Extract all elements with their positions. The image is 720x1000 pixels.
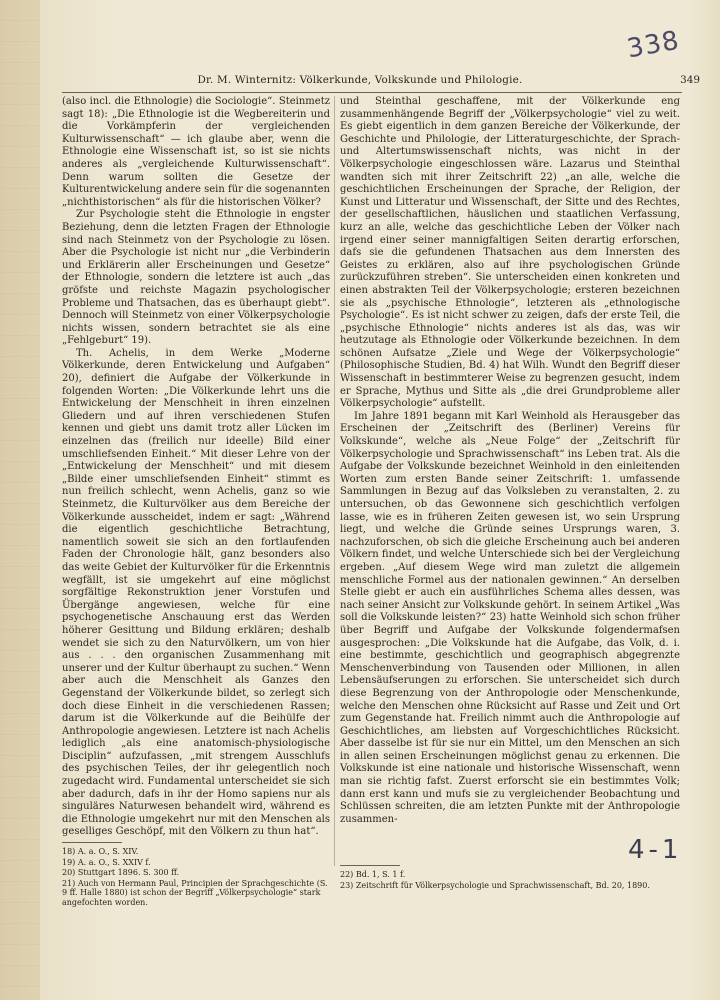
paragraph: Im Jahre 1891 begann mit Karl Weinhold als Herausgeber das Erscheinen der „Zeitschrift des (Berliner) Vereins für Volkskunde“, welche als „Neue Folge“ der „Zeitschrift für Völkerpsychologie und Sprachwissenschaft“ ins Leben trat. Als die Aufgabe der Volkskunde bezeichnet Weinhold in den einleitenden Worten zum ersten Bande seiner Zeitschrift: 1. umfassende Sammlungen in Bezug auf das Volksleben zu veranstalten, 2. zu untersuchen, ob das Gewonnene sich geschichtlich verfolgen lasse, wie es in früheren Zeiten gewesen ist, wo sein Ursprung liegt, und welche die Gründe seines Ursprungs waren, 3. nachzuforschen, ob sich die gleiche Erscheinung auch bei anderen Völkern findet, und welche Unterschiede sich bei der Vergleichung ergeben. „Auf diesem Wege wird man zuletzt die allgemein menschliche Formel aus der nationalen gewinnen.“ An derselben Stelle giebt er auch ein ausführliches Schema alles dessen, was nach seiner Ansicht zur Volkskunde gehört. In seinem Artikel „Was soll die Volkskunde leisten?“ 23) hatte Weinhold sich schon früher über Begriff und Aufgabe der Volkskunde folgendermafsen ausgesprochen: „Die Volkskunde hat die Aufgabe, das Volk, d. i. eine bestimmte, geschichtlich und geographisch abgegrenzte Menschenverbindung von Tausenden oder Millionen, in allen Lebensäufserungen zu erforschen. Sie unterscheidet sich durch diese Begrenzung von der Anthropologie oder Menschenkunde, welche den Menschen ohne Rücksicht auf Rasse und Zeit und Ort zum Gegenstande hat. Freilich nimmt auch die Anthropologie auf Geschichtliches, am liebsten auf Vorgeschichtliches Rücksicht. Aber dasselbe ist für sie nur ein Mittel, um den Menschen an sich in allen seinen Erscheinungen möglichst genau zu erkennen. Die Volkskunde ist eine nationale und historische Wissenschaft, wenn man sie richtig fafst. Zuerst erforscht sie ein bestimmtes Volk; dann erst kann und mufs sie zu vergleichender Beobachtung und Schlüssen schreiten, die am letzten Punkte mit der Anthropologie zusammen- <box>340 410 680 825</box>
footnote: 23) Zeitschrift für Völkerpsychologie und Sprachwissenschaft, Bd. 20, 1890. <box>340 880 650 890</box>
paragraph: Zur Psychologie steht die Ethnologie in engster Beziehung, denn die letzten Fragen der Ethnologie sind nach Steinmetz von der Psychologie zu lösen. Aber die Psychologie ist nicht nur „die Verbinderin und Erklärerin aller Erscheinungen und Gesetze“ der Ethnologie, sondern die letztere ist auch „das gröfste und reichste Magazin psychologischer Probleme und Thatsachen, das es überhaupt giebt“. Dennoch will Steinmetz von einer Völkerpsychologie nichts wissen, sondern betrachtet sie als eine „Fehlgeburt“ 19). <box>62 209 330 347</box>
right-column <box>340 96 680 856</box>
footnote-rule <box>340 865 400 866</box>
header-rule <box>62 92 682 93</box>
footnote: 19) A. a. O., S. XXIV f. <box>62 857 151 867</box>
running-title: Dr. M. Winternitz: Völkerkunde, Volkskunde und Philologie. <box>197 74 523 86</box>
footnote: 18) A. a. O., S. XIV. <box>62 847 139 856</box>
handwritten-page-number: 338 <box>625 25 683 65</box>
paragraph: (also incl. die Ethnologie) die Sociologie“. Steinmetz sagt 18): „Die Ethnologie ist die Wegbereiterin und die Vorkämpferin der vergleichenden Kulturwissenschaft“ — ich glaube aber, wenn die Ethnologie eine Wissenschaft ist, so ist sie nichts anderes als „vergleichende Kulturwissenschaft“. Denn warum sollten die Gesetze der Kulturentwickelung andere sein für die sogenannten „nichthistorischen“ als für die historischen Völker? <box>62 96 330 208</box>
page-number: 349 <box>680 74 700 86</box>
running-header <box>80 70 720 88</box>
footnote: 22) Bd. 1, S. 1 f. <box>340 870 406 879</box>
column-divider <box>334 96 335 866</box>
footnote: 21) Auch von Hermann Paul, Principien der Sprachgeschichte (S. 9 ff. Halle 1880) ist schon der Begriff „Völkerpsychologie“ stark angefochten worden. <box>62 878 328 907</box>
footnote-rule <box>62 842 122 843</box>
footnote: 20) Stuttgart 1896. S. 300 ff. <box>62 868 180 878</box>
binding-edge <box>0 0 40 1000</box>
left-column <box>62 96 330 836</box>
paragraph: und Steinthal geschaffene, mit der Völkerkunde eng zusammenhängende Begriff der „Völkerpsychologie“ viel zu weit. Es giebt eigentlich in dem ganzen Bereiche der Völkerkunde, der Geschichte und Philologie, der Litteraturgeschichte, der Sprach- und Altertumswissenschaft nichts, was nicht in der Völkerpsychologie eingeschlossen wäre. Lazarus und Steinthal wandten sich mit ihrer Zeitschrift 22) „an alle, welche die geschichtlichen Erscheinungen der Sprache, der Religion, der Kunst und Litteratur und Wissenschaft, der Sitte und des Rechtes, der gesellschaftlichen, häuslichen und staatlichen Verfassung, kurz an alle, welche das geschichtliche Leben der Völker nach irgend einer seiner mannigfaltigen Seiten derartig erforschen, dafs sie die gefundenen Thatsachen aus dem Innersten des Geistes zu erklären, also auf ihre psychologischen Gründe zurückzuführen streben“. Sie unterscheiden einen konkreten und einen abstrakten Teil der Völkerpsychologie; ersteren bezeichnen sie als „psychische Ethnologie“, letzteren als „ethnologische Psychologie“. Es ist nicht schwer zu zeigen, dafs der erste Teil, die „psychische Ethnologie“ nichts anderes ist als das, was wir heutzutage als Ethnologie oder Völkerkunde bezeichnen. In dem schönen Aufsatze „Ziele und Wege der Völkerpsychologie“ (Philosophische Studien, Bd. 4) hat Wilh. Wundt den Begriff dieser Wissenschaft in bestimmterer Weise zu begrenzen gesucht, indem er Sprache, Mythus und Sitte als „die drei Grundprobleme aller Völkerpsychologie“ aufstellt. <box>340 96 680 410</box>
paragraph: Th. Achelis, in dem Werke „Moderne Völkerkunde, deren Entwickelung und Aufgaben“ 20), definiert die Aufgabe der Völkerkunde in folgenden Worten: „Die Völkerkunde lehrt uns die Entwickelung der Menschheit in ihren einzelnen Gliedern und auf ihren verschiedenen Stufen kennen und giebt uns damit trotz aller Lücken im einzelnen das (freilich nur ideelle) Bild einer umschliefsenden Einheit.“ Mit dieser Lehre von der „Entwickelung der Menschheit“ und mit diesem „Bilde einer umschliefsenden Einheit“ stimmt es nun freilich schlecht, wenn Achelis, ganz so wie Steinmetz, die Kulturvölker aus dem Bereiche der Völkerkunde ausscheidet, indem er sagt: „Während die eigentlich geschichtliche Betrachtung, namentlich soweit sie sich an den fortlaufenden Faden der Chronologie hält, ganz besonders also das weite Gebiet der Kulturvölker für die Erkenntnis wegfällt, ist sie umgekehrt auf eine möglichst sorgfältige Rekonstruktion jener Vorstufen und Übergänge angewiesen, welche für eine psychogenetische Anschauung erst das Werden höherer Gesittung und Bildung erklären; deshalb wendet sie sich zu den Naturvölkern, um von hier aus . . . den organischen Zusammenhang mit unserer und der Kultur überhaupt zu suchen.“ Wenn aber auch die Menschheit als Ganzes den Gegenstand der Völkerkunde bildet, so zerlegt sich doch diese Einheit in die verschiedenen Rassen; darum ist die Völkerkunde auf die Beihülfe der Anthropologie angewiesen. Letztere ist nach Achelis lediglich „als eine anatomisch-physiologische Disciplin“ aufzufassen, „mit strengem Ausschlufs des psychischen Teiles, der ihr gelegentlich noch zugedacht wird. Fundamental unterscheidet sie sich aber dadurch, dafs in ihr der Homo sapiens nur als singuläres Naturwesen behandelt wird, während es die Ethnologie umgekehrt nur mit den Menschen als geselliges Geschöpf, mit den Völkern zu thun hat“. <box>62 347 330 836</box>
footnotes-left <box>62 842 330 909</box>
handwritten-margin-note: 4-1 <box>628 835 683 865</box>
footnotes-right <box>340 865 680 891</box>
